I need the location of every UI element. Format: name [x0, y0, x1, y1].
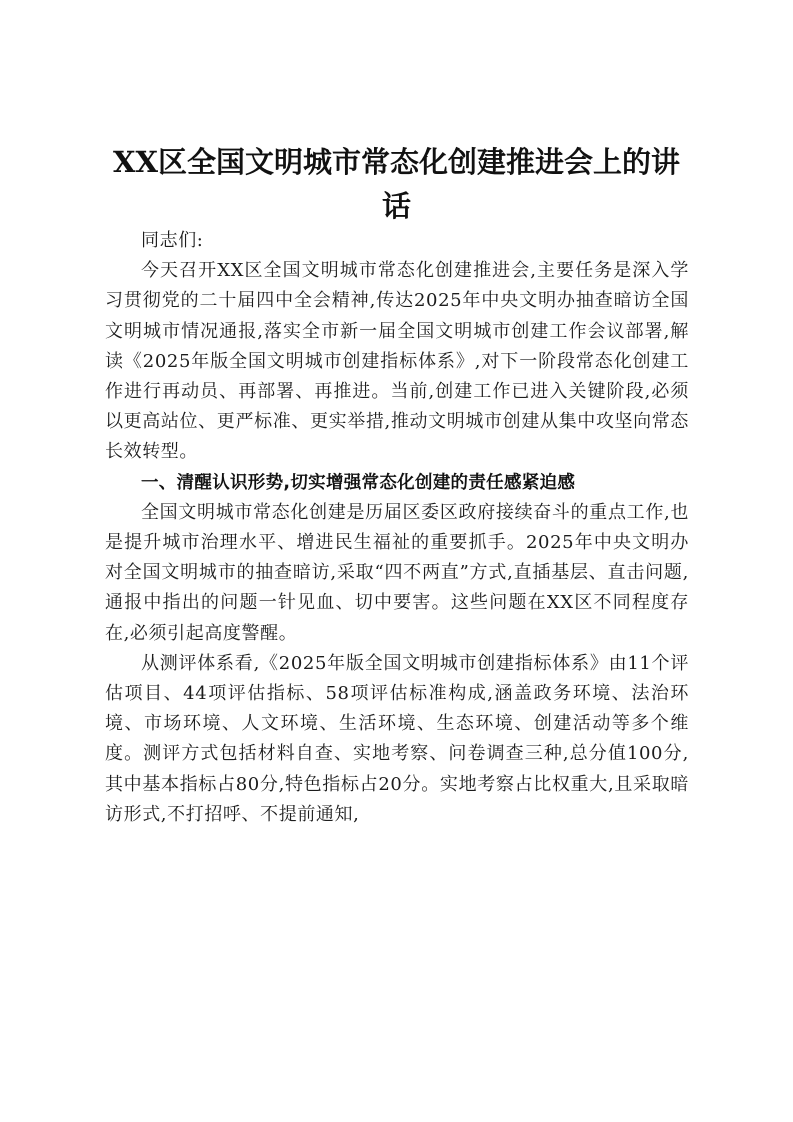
section-heading-1: 一、清醒认识形势,切实增强常态化创建的责任感紧迫感	[141, 472, 576, 493]
paragraph-evaluation-system: 从测评体系看,《2025年版全国文明城市创建指标体系》由11个评估项目、44项评估指标、58项评估标准构成,涵盖政务环境、法治环境、市场环境、人文环境、生活环境、生态环境、创建活动等多个维度。测评方式包括材料自查、实地考察、问卷调查三种,总分值100分,其中基本指标占80分,特色指标占20分。实地考察占比权重大,且采取暗访形式,不打招呼、不提前通知,	[105, 652, 689, 825]
paragraph-intro: 今天召开XX区全国文明城市常态化创建推进会,主要任务是深入学习贯彻党的二十届四中全会精神,传达2025年中央文明办抽查暗访全国文明城市情况通报,落实全市新一届全国文明城市创建工作会议部署,解读《2025年版全国文明城市创建指标体系》,对下一阶段常态化创建工作进行再动员、再部署、再推进。当前,创建工作已进入关键阶段,必须以更高站位、更严标准、更实举措,推动文明城市创建从集中攻坚向常态长效转型。	[105, 260, 689, 463]
document-title: XX区全国文明城市常态化创建推进会上的讲话	[112, 145, 680, 223]
paragraph-situation: 全国文明城市常态化创建是历届区委区政府接续奋斗的重点工作,也是提升城市治理水平、增进民生福祉的重要抓手。2025年中央文明办对全国文明城市的抽查暗访,采取“四不两直”方式,直插基层、直击问题,通报中指出的问题一针见血、切中要害。这些问题在XX区不同程度存在,必须引起高度警醒。	[105, 501, 689, 644]
document-body	[105, 226, 689, 830]
salutation: 同志们:	[141, 230, 204, 251]
